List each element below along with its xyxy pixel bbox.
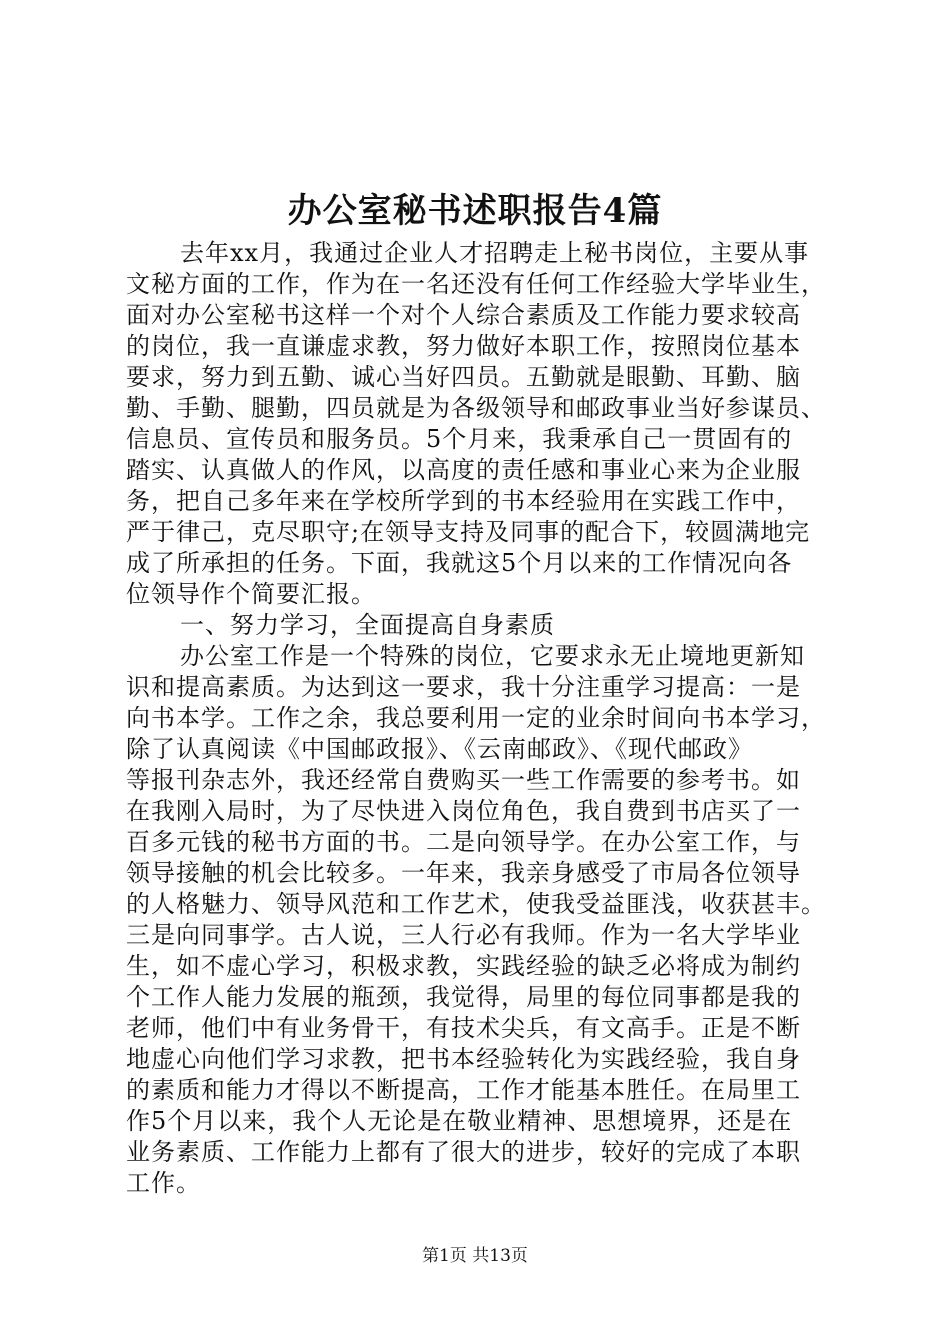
text-line: 向书本学。工作之余，我总要利用一定的业余时间向书本学习， xyxy=(126,704,826,732)
text-line: 的人格魅力、领导风范和工作艺术，使我受益匪浅，收获甚丰。 xyxy=(126,890,826,918)
text-line: 勤、手勤、腿勤，四员就是为各级领导和邮政事业当好参谋员、 xyxy=(126,394,826,422)
text-line: 在我刚入局时，为了尽快进入岗位角色，我自费到书店买了一 xyxy=(126,797,801,825)
text-line: 文秘方面的工作，作为在一名还没有任何工作经验大学毕业生， xyxy=(126,270,826,298)
text-line: 领导接触的机会比较多。一年来，我亲身感受了市局各位领导 xyxy=(126,859,801,887)
section-heading: 一、努力学习，全面提高自身素质 xyxy=(180,611,555,639)
text-line: 除了认真阅读《中国邮政报》、《云南邮政》、《现代邮政》 xyxy=(126,735,753,763)
text-line: 的岗位，我一直谦虚求教，努力做好本职工作，按照岗位基本 xyxy=(126,332,801,360)
text-line: 踏实、认真做人的作风，以高度的责任感和事业心来为企业服 xyxy=(126,456,801,484)
text-line: 三是向同事学。古人说，三人行必有我师。作为一名大学毕业 xyxy=(126,921,801,949)
text-line: 工作。 xyxy=(126,1169,201,1197)
text-line: 等报刊杂志外，我还经常自费购买一些工作需要的参考书。如 xyxy=(126,766,801,794)
text-line: 要求，努力到五勤、诚心当好四员。五勤就是眼勤、耳勤、脑 xyxy=(126,363,801,391)
text-line: 识和提高素质。为达到这一要求，我十分注重学习提高：一是 xyxy=(126,673,801,701)
document-body xyxy=(126,238,828,1199)
page-number-footer: 第1页 共13页 xyxy=(422,1246,528,1266)
text-line: 百多元钱的秘书方面的书。二是向领导学。在办公室工作，与 xyxy=(126,828,801,856)
text-line: 信息员、宣传员和服务员。5个月来，我秉承自己一贯固有的 xyxy=(126,425,793,453)
text-line: 位领导作个简要汇报。 xyxy=(126,580,376,608)
text-line: 个工作人能力发展的瓶颈，我觉得，局里的每位同事都是我的 xyxy=(126,983,801,1011)
page-title: 办公室秘书述职报告4篇 xyxy=(287,191,663,231)
text-line: 严于律己，克尽职守;在领导支持及同事的配合下，较圆满地完 xyxy=(126,518,811,546)
text-line: 地虚心向他们学习求教，把书本经验转化为实践经验，我自身 xyxy=(126,1045,801,1073)
text-line: 办公室工作是一个特殊的岗位，它要求永无止境地更新知 xyxy=(180,642,805,670)
text-line: 成了所承担的任务。下面，我就这5个月以来的工作情况向各 xyxy=(126,549,793,577)
text-line: 作5个月以来，我个人无论是在敬业精神、思想境界，还是在 xyxy=(126,1107,793,1135)
text-line: 面对办公室秘书这样一个对个人综合素质及工作能力要求较高 xyxy=(126,301,801,329)
text-line: 务，把自己多年来在学校所学到的书本经验用在实践工作中， xyxy=(126,487,801,515)
text-line: 的素质和能力才得以不断提高，工作才能基本胜任。在局里工 xyxy=(126,1076,801,1104)
text-line: 生，如不虚心学习，积极求教，实践经验的缺乏必将成为制约 xyxy=(126,952,801,980)
text-line: 去年xx月，我通过企业人才招聘走上秘书岗位，主要从事 xyxy=(180,239,810,267)
text-line: 老师，他们中有业务骨干，有技术尖兵，有文高手。正是不断 xyxy=(126,1014,801,1042)
text-line: 业务素质、工作能力上都有了很大的进步，较好的完成了本职 xyxy=(126,1138,801,1166)
